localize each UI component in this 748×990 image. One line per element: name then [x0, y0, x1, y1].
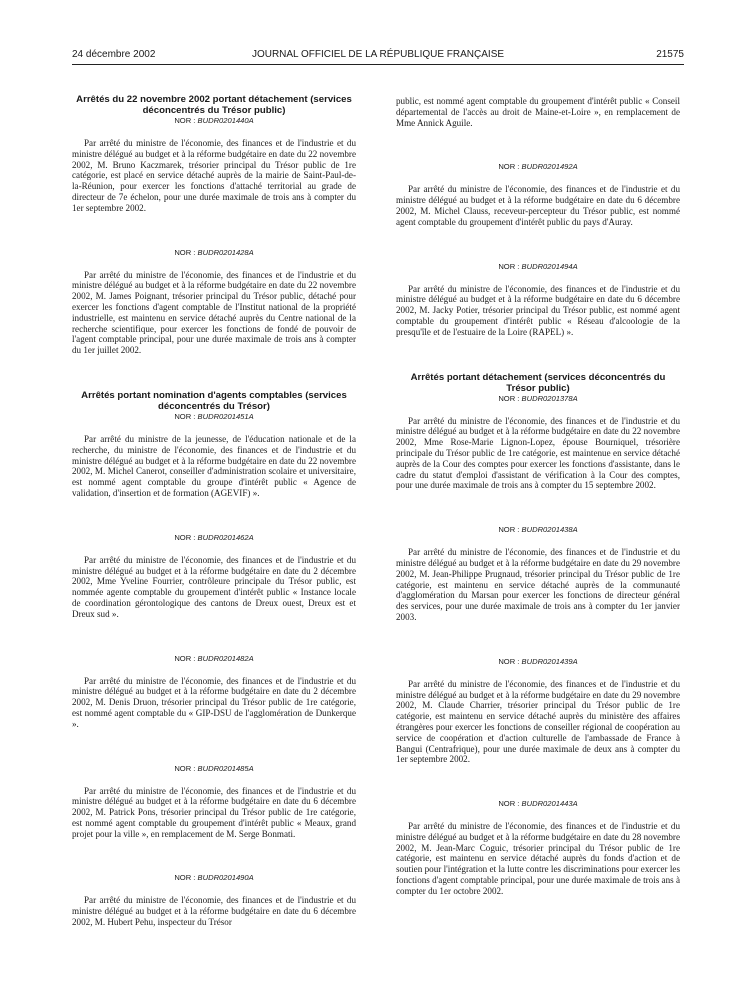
nor-code: BUDR0201378A [521, 393, 578, 403]
decree-entry [72, 873, 356, 927]
nor-code: BUDR0201482A [197, 653, 254, 663]
decree-text: Par arrêté du ministre de l'économie, des finances et de l'industrie et du ministre délégué au budget et à la réforme budgétaire en date du 28 novembre 2002, M. Jean-Marc Coguic, trésorier principal du Trésor public de 1re catégorie, est maintenu en service détaché auprès du fonds d'action et de soutien pour l'intégration et la lutte contre les discriminations pour exercer les fonctions d'agent comptable principal, pour une durée maximale de trois ans à compter du 1er octobre 2002. [396, 821, 680, 896]
nor-label: NOR : [498, 525, 522, 535]
nor-code: BUDR0201490A [197, 873, 254, 883]
nor-reference [396, 394, 680, 404]
nor-label: NOR : [498, 799, 522, 809]
decree-entry [396, 96, 680, 128]
nor-reference [396, 657, 680, 667]
nor-code: BUDR0201439A [521, 656, 578, 666]
decree-text: Par arrêté du ministre de l'économie, des finances et de l'industrie et du ministre délégué au budget et à la réforme budgétaire en date du 2 décembre 2002, M. Denis Druon, trésorier principal du Trésor public de 1re catégorie, est nommé agent comptable du « GIP-DSU de l'agglomération de Dunkerque ». [72, 675, 356, 729]
decree-text: Par arrêté du ministre de l'économie, des finances et de l'industrie et du ministre délégué au budget et à la réforme budgétaire en date du 29 novembre 2002, M. Jean-Philippe Prugnaud, trésorier principal du Trésor public de 1re catégorie, est maintenu en service détaché auprès de la communauté d'agglomération du Marsan pour exercer les fonctions de directeur général des services, pour une durée maximale de trois ans à compter du 1er janvier 2003. [396, 547, 680, 622]
decree-entry [72, 248, 356, 356]
decree-text: Par arrêté du ministre de l'économie, des finances et de l'industrie et du ministre délégué au budget et à la réforme budgétaire en date du 22 novembre 2002, M. Bruno Kaczmarek, trésorier principal du Trésor public de 1re catégorie, est placé en service détaché auprès de la mairie de Saint-Paul-de-la-Réunion, pour exercer les fonctions d'attaché territorial au grade de directeur de 7e échelon, pour une durée maximale de trois ans à compter du 1er septembre 2002. [72, 138, 356, 213]
decree-entry [72, 764, 356, 840]
right-column [396, 96, 680, 931]
nor-label: NOR : [174, 653, 198, 663]
nor-label: NOR : [498, 261, 522, 271]
nor-reference [396, 162, 680, 172]
nor-reference [72, 248, 356, 258]
nor-reference [72, 654, 356, 664]
nor-code: BUDR0201485A [197, 763, 254, 773]
decree-text: Par arrêté du ministre de l'économie, des finances et de l'industrie et du ministre délégué au budget et à la réforme budgétaire en date du 22 novembre 2002, M. James Poignant, trésorier principal du Trésor public, détaché pour exercer les fonctions d'agent comptable de l'Institut national de la propriété industrielle, est maintenu en service détaché auprès du Centre national de la recherche scientifique, pour exercer les fonctions de fondé de pouvoir de l'agent comptable principal, pour une durée maximale de trois ans à compter du 1er juillet 2002. [72, 269, 356, 356]
nor-code: BUDR0201428A [197, 247, 254, 257]
decree-entry [396, 657, 680, 765]
nor-code: BUDR0201443A [521, 799, 578, 809]
nor-reference [396, 799, 680, 809]
decree-entry [72, 94, 356, 214]
nor-code: BUDR0201440A [197, 116, 254, 125]
decree-entry [396, 372, 680, 492]
decree-entry [72, 390, 356, 499]
section-title: Arrêtés du 22 novembre 2002 portant détachement (services déconcentrés du Trésor public) [76, 94, 352, 116]
decree-text: Par arrêté du ministre de l'économie, des finances et de l'industrie et du ministre délégué au budget et à la réforme budgétaire en date du 6 décembre 2002, M. Hubert Pehu, inspecteur du Trésor [72, 895, 356, 928]
decree-text: Par arrêté du ministre de l'économie, des finances et de l'industrie et du ministre délégué au budget et à la réforme budgétaire en date du 29 novembre 2002, M. Claude Charrier, trésorier principal du Trésor public de 1re catégorie, est maintenu en service détaché auprès du ministère des affaires étrangères pour exercer les fonctions de conseiller régional de coopération au service de coopération et d'action culturelle de l'ambassade de France à Bangui (Centrafrique), pour une durée maximale de deux ans à compter du 1er septembre 2002. [396, 678, 680, 765]
section-title: Arrêtés portant nomination d'agents comptables (services déconcentrés du Trésor) [81, 389, 347, 412]
nor-reference [396, 262, 680, 272]
nor-reference [396, 525, 680, 535]
nor-label: NOR : [498, 656, 522, 666]
section-title: Arrêtés portant détachement (services déconcentrés du Trésor public) [410, 371, 666, 394]
nor-code: BUDR0201494A [521, 261, 578, 271]
nor-reference [72, 116, 356, 126]
nor-reference [72, 412, 356, 422]
nor-reference [72, 533, 356, 543]
nor-code: BUDR0201492A [521, 162, 578, 172]
running-header [72, 49, 684, 63]
page-number: 21575 [656, 49, 684, 60]
nor-label: NOR : [174, 247, 198, 257]
decree-text: Par arrêté du ministre de l'économie, des finances et de l'industrie et du ministre délégué au budget et à la réforme budgétaire en date du 2 décembre 2002, Mme Yveline Fourrier, contrôleure principale du Trésor public, est nommée agente comptable du groupement d'intérêt public « Instance locale de coordination gérontologique des cantons de Dreux ouest, Dreux est et Dreux sud ». [72, 554, 356, 619]
nor-label: NOR : [174, 411, 198, 421]
nor-reference [72, 764, 356, 774]
nor-label: NOR : [174, 532, 198, 542]
header-rule [72, 64, 684, 65]
decree-entry [396, 799, 680, 897]
left-column [72, 94, 356, 962]
nor-label: NOR : [174, 873, 198, 883]
decree-text: Par arrêté du ministre de l'économie, des finances et de l'industrie et du ministre délégué au budget et à la réforme budgétaire en date du 6 décembre 2002, M. Jacky Potier, trésorier principal du Trésor public, est nommé agent comptable du groupement d'intérêt public « Réseau d'alcoologie de la presqu'île et de l'estuaire de la Loire (RAPEL) ». [396, 283, 680, 337]
journal-title: JOURNAL OFFICIEL DE LA RÉPUBLIQUE FRANÇAISE [251, 49, 505, 60]
decree-text: public, est nommé agent comptable du groupement d'intérêt public « Conseil départemental de l'accès au droit de Maine-et-Loire », en remplacement de Mme Annick Aguile. [396, 96, 680, 128]
decree-text: Par arrêté du ministre de l'économie, des finances et de l'industrie et du ministre délégué au budget et à la réforme budgétaire en date du 6 décembre 2002, M. Michel Clauss, receveur-percepteur du Trésor public, est nommé agent comptable du groupement d'intérêt public du pays d'Auray. [396, 184, 680, 227]
nor-code: BUDR0201438A [521, 525, 578, 535]
decree-text: Par arrêté du ministre de l'économie, des finances et de l'industrie et du ministre délégué au budget et à la réforme budgétaire en date du 6 décembre 2002, M. Patrick Pons, trésorier principal du Trésor public de 1re catégorie, est nommé agent comptable du groupement d'intérêt public « Meaux, grand projet pour la ville », en remplacement de M. Serge Bonmati. [72, 785, 356, 839]
decree-entry [72, 654, 356, 730]
issue-date: 24 décembre 2002 [72, 49, 156, 60]
nor-label: NOR : [174, 763, 198, 773]
decree-entry [396, 525, 680, 623]
nor-reference [72, 873, 356, 883]
nor-label: NOR : [498, 162, 522, 172]
decree-entry [72, 533, 356, 620]
decree-entry [396, 162, 680, 227]
nor-code: BUDR0201462A [197, 532, 254, 542]
decree-text: Par arrêté du ministre de l'économie, des finances et de l'industrie et du ministre délégué au budget et à la réforme budgétaire en date du 22 novembre 2002, Mme Rose-Marie Lignon-Lopez, épouse Bourniquel, trésorière principale du Trésor public de 1re catégorie, est maintenue en service détaché auprès de la Cour des comptes pour exercer les fonctions d'assistante, dans le cadre du statut d'emploi d'assistant de vérification à la Cour des comptes, pour une durée maximale de trois ans à compter du 15 septembre 2002. [396, 415, 680, 491]
nor-label: NOR : [498, 393, 522, 403]
decree-entry [396, 262, 680, 338]
decree-text: Par arrêté du ministre de la jeunesse, de l'éducation nationale et de la recherche, du ministre de l'économie, des finances et de l'industrie et du ministre délégué au budget et à la réforme budgétaire en date du 22 novembre 2002, M. Michel Canerot, conseiller d'administration scolaire et universitaire, est nommé agent comptable du groupe d'intérêt public « Agence de validation, d'insertion et de formation (AGEVIF) ». [72, 433, 356, 498]
nor-code: BUDR0201451A [197, 411, 254, 421]
nor-label: NOR : [174, 116, 198, 125]
